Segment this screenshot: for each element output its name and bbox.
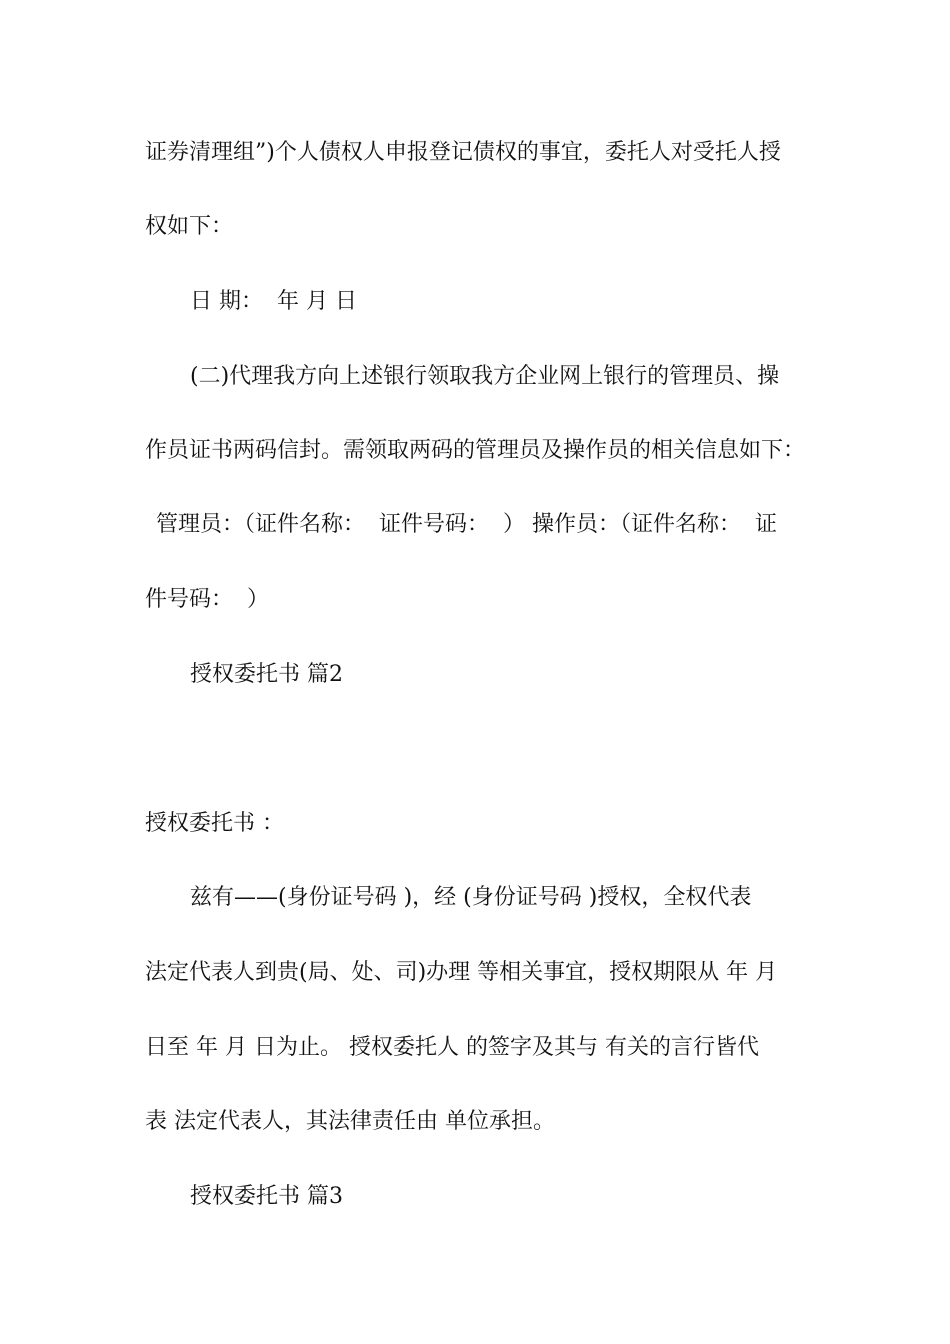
- paragraph-line: 证券清理组”)个人债权人申报登记债权的事宜，委托人对受托人授: [145, 140, 781, 165]
- paragraph-line: 作员证书两码信封。需领取两码的管理员及操作员的相关信息如下：: [145, 438, 806, 463]
- section-heading: 授权委托书 篇3: [190, 1184, 343, 1209]
- paragraph-line: (二)代理我方向上述银行领取我方企业网上银行的管理员、操: [190, 364, 780, 389]
- paragraph-line: 权如下：: [145, 214, 234, 239]
- paragraph-line: 兹有——(身份证号码 )，经 (身份证号码 )授权，全权代表: [190, 885, 752, 910]
- date-line: 日 期： 年 月 日: [190, 289, 357, 314]
- paragraph-line: 法定代表人到贵(局、处、司)办理 等相关事宜，授权期限从 年 月: [145, 960, 778, 985]
- paragraph-line: 日至 年 月 日为止。 授权委托人 的签字及其与 有关的言行皆代: [145, 1035, 759, 1060]
- paragraph-line: 件号码： ）: [145, 587, 269, 612]
- letter-title: 授权委托书 ：: [145, 811, 284, 836]
- section-heading: 授权委托书 篇2: [190, 662, 343, 687]
- paragraph-line: 表 法定代表人，其法律责任由 单位承担。: [145, 1109, 555, 1134]
- paragraph-line: 管理员：（证件名称： 证件号码： ） 操作员：（证件名称： 证: [156, 512, 777, 537]
